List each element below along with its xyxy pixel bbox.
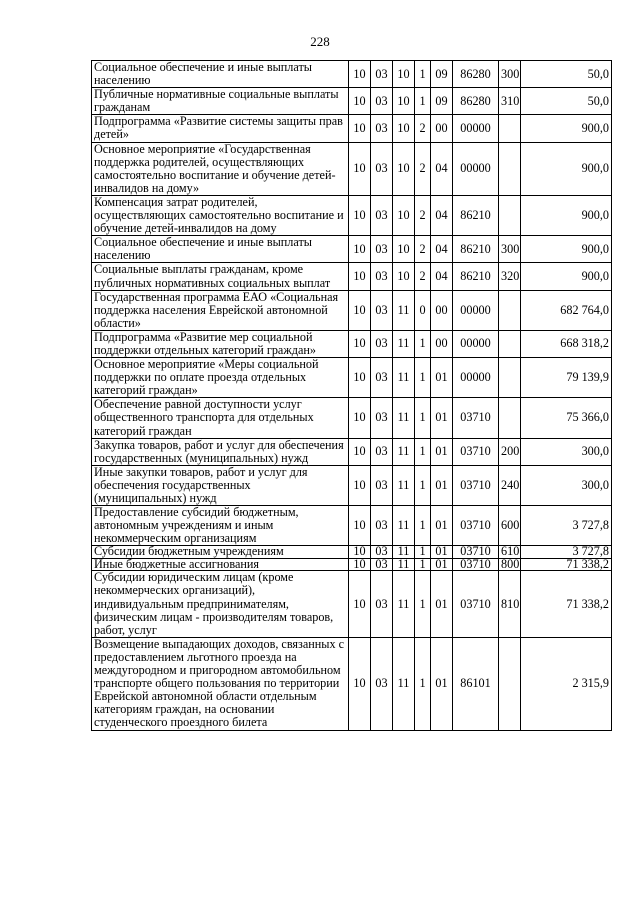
table-row <box>92 61 612 88</box>
row-section: 10 <box>349 637 371 730</box>
row-amount: 3 727,8 <box>521 546 612 559</box>
row-section: 10 <box>349 546 371 559</box>
row-direction: 03710 <box>453 571 499 637</box>
row-amount: 900,0 <box>521 236 612 263</box>
row-expense-type <box>499 358 521 398</box>
row-amount: 75 366,0 <box>521 398 612 438</box>
row-program: 10 <box>393 88 415 115</box>
row-amount: 668 318,2 <box>521 330 612 357</box>
row-event: 01 <box>431 438 453 465</box>
row-subsection: 03 <box>371 290 393 330</box>
row-expense-type: 300 <box>499 236 521 263</box>
row-expense-type <box>499 195 521 235</box>
row-program: 11 <box>393 330 415 357</box>
row-program: 10 <box>393 142 415 195</box>
row-event: 01 <box>431 358 453 398</box>
row-amount: 300,0 <box>521 438 612 465</box>
row-program: 11 <box>393 438 415 465</box>
row-subsection: 03 <box>371 637 393 730</box>
table-row <box>92 115 612 142</box>
row-amount: 900,0 <box>521 195 612 235</box>
row-program: 11 <box>393 398 415 438</box>
row-subprogram: 1 <box>415 358 431 398</box>
row-event: 00 <box>431 115 453 142</box>
row-subprogram: 1 <box>415 571 431 637</box>
row-direction: 86210 <box>453 263 499 290</box>
row-section: 10 <box>349 506 371 546</box>
row-amount: 71 338,2 <box>521 558 612 571</box>
row-name: Основное мероприятие «Государственная поддержка родителей, осуществляющих самостоятельно воспитание и обучение детей-инвалидов на дому» <box>92 142 349 195</box>
row-name: Обеспечение равной доступности услуг общественного транспорта для отдельных категорий граждан <box>92 398 349 438</box>
row-event: 00 <box>431 290 453 330</box>
table-row <box>92 142 612 195</box>
row-direction: 03710 <box>453 465 499 505</box>
row-subprogram: 2 <box>415 263 431 290</box>
row-event: 04 <box>431 263 453 290</box>
row-subsection: 03 <box>371 506 393 546</box>
row-expense-type: 600 <box>499 506 521 546</box>
row-subprogram: 1 <box>415 506 431 546</box>
row-subsection: 03 <box>371 61 393 88</box>
row-direction: 86210 <box>453 195 499 235</box>
row-program: 10 <box>393 236 415 263</box>
table-row <box>92 438 612 465</box>
row-event: 01 <box>431 506 453 546</box>
row-name: Социальное обеспечение и иные выплаты населению <box>92 61 349 88</box>
row-amount: 50,0 <box>521 88 612 115</box>
row-subprogram: 2 <box>415 195 431 235</box>
table-row <box>92 290 612 330</box>
row-direction: 03710 <box>453 546 499 559</box>
row-subsection: 03 <box>371 330 393 357</box>
row-direction: 86101 <box>453 637 499 730</box>
row-direction: 86280 <box>453 61 499 88</box>
row-subprogram: 1 <box>415 558 431 571</box>
row-section: 10 <box>349 330 371 357</box>
budget-table <box>91 60 612 731</box>
row-name: Возмещение выпадающих доходов, связанных с предоставлением льготного проезда на междугородном и пригородном автомобильном транспорте общего пользования по территории Еврейской автономной области отдельным категориям граждан, на основании студенческого проездного билета <box>92 637 349 730</box>
row-direction: 03710 <box>453 438 499 465</box>
row-expense-type: 320 <box>499 263 521 290</box>
row-subsection: 03 <box>371 398 393 438</box>
table-row <box>92 263 612 290</box>
row-subsection: 03 <box>371 115 393 142</box>
row-section: 10 <box>349 465 371 505</box>
row-amount: 71 338,2 <box>521 571 612 637</box>
row-subsection: 03 <box>371 88 393 115</box>
row-event: 01 <box>431 571 453 637</box>
row-event: 01 <box>431 398 453 438</box>
row-section: 10 <box>349 438 371 465</box>
row-expense-type: 310 <box>499 88 521 115</box>
row-subsection: 03 <box>371 142 393 195</box>
row-subsection: 03 <box>371 358 393 398</box>
row-subprogram: 2 <box>415 142 431 195</box>
row-subsection: 03 <box>371 465 393 505</box>
row-expense-type: 610 <box>499 546 521 559</box>
row-direction: 00000 <box>453 115 499 142</box>
row-subprogram: 1 <box>415 330 431 357</box>
row-section: 10 <box>349 142 371 195</box>
row-expense-type <box>499 330 521 357</box>
row-section: 10 <box>349 558 371 571</box>
row-name: Субсидии бюджетным учреждениям <box>92 546 349 559</box>
row-subprogram: 1 <box>415 546 431 559</box>
row-amount: 50,0 <box>521 61 612 88</box>
row-subprogram: 1 <box>415 61 431 88</box>
row-name: Подпрограмма «Развитие системы защиты прав детей» <box>92 115 349 142</box>
row-amount: 682 764,0 <box>521 290 612 330</box>
row-direction: 86210 <box>453 236 499 263</box>
row-direction: 03710 <box>453 558 499 571</box>
row-subsection: 03 <box>371 571 393 637</box>
row-subsection: 03 <box>371 546 393 559</box>
row-program: 11 <box>393 571 415 637</box>
row-subsection: 03 <box>371 438 393 465</box>
row-name: Подпрограмма «Развитие мер социальной поддержки отдельных категорий граждан» <box>92 330 349 357</box>
row-program: 11 <box>393 637 415 730</box>
row-name: Иные закупки товаров, работ и услуг для обеспечения государственных (муниципальных) нужд <box>92 465 349 505</box>
row-program: 11 <box>393 290 415 330</box>
row-amount: 3 727,8 <box>521 506 612 546</box>
row-subsection: 03 <box>371 195 393 235</box>
row-event: 01 <box>431 465 453 505</box>
row-event: 01 <box>431 546 453 559</box>
row-name: Закупка товаров, работ и услуг для обеспечения государственных (муниципальных) нужд <box>92 438 349 465</box>
row-subprogram: 2 <box>415 115 431 142</box>
row-name: Социальное обеспечение и иные выплаты населению <box>92 236 349 263</box>
row-subsection: 03 <box>371 263 393 290</box>
row-program: 10 <box>393 263 415 290</box>
row-program: 10 <box>393 115 415 142</box>
row-expense-type <box>499 142 521 195</box>
row-subprogram: 1 <box>415 637 431 730</box>
page-number: 228 <box>310 34 330 49</box>
row-subprogram: 1 <box>415 465 431 505</box>
row-program: 11 <box>393 465 415 505</box>
row-name: Предоставление субсидий бюджетным, автономным учреждениям и иным некоммерческим организациям <box>92 506 349 546</box>
row-name: Субсидии юридическим лицам (кроме некоммерческих организаций), индивидуальным предпринимателям, физическим лицам - производителям товаров, работ, услуг <box>92 571 349 637</box>
table-row <box>92 236 612 263</box>
row-direction: 03710 <box>453 398 499 438</box>
row-subprogram: 0 <box>415 290 431 330</box>
row-event: 01 <box>431 558 453 571</box>
row-direction: 00000 <box>453 142 499 195</box>
row-section: 10 <box>349 358 371 398</box>
row-subprogram: 2 <box>415 236 431 263</box>
row-subprogram: 1 <box>415 438 431 465</box>
row-section: 10 <box>349 61 371 88</box>
row-name: Социальные выплаты гражданам, кроме публичных нормативных социальных выплат <box>92 263 349 290</box>
row-subprogram: 1 <box>415 398 431 438</box>
row-name: Основное мероприятие «Меры социальной поддержки по оплате проезда отдельных категорий граждан» <box>92 358 349 398</box>
row-program: 11 <box>393 358 415 398</box>
table-row <box>92 330 612 357</box>
row-event: 04 <box>431 236 453 263</box>
row-expense-type <box>499 115 521 142</box>
row-amount: 2 315,9 <box>521 637 612 730</box>
table-row <box>92 88 612 115</box>
row-expense-type <box>499 637 521 730</box>
row-expense-type: 800 <box>499 558 521 571</box>
row-expense-type: 200 <box>499 438 521 465</box>
row-subsection: 03 <box>371 236 393 263</box>
row-section: 10 <box>349 88 371 115</box>
row-section: 10 <box>349 398 371 438</box>
row-event: 01 <box>431 637 453 730</box>
row-direction: 03710 <box>453 506 499 546</box>
row-expense-type: 300 <box>499 61 521 88</box>
row-section: 10 <box>349 195 371 235</box>
row-amount: 900,0 <box>521 115 612 142</box>
row-direction: 00000 <box>453 330 499 357</box>
row-amount: 900,0 <box>521 263 612 290</box>
table-row <box>92 637 612 730</box>
row-expense-type <box>499 290 521 330</box>
row-event: 04 <box>431 142 453 195</box>
row-event: 09 <box>431 88 453 115</box>
row-program: 10 <box>393 195 415 235</box>
row-section: 10 <box>349 571 371 637</box>
row-program: 11 <box>393 506 415 546</box>
row-event: 04 <box>431 195 453 235</box>
row-program: 10 <box>393 61 415 88</box>
table-row <box>92 558 612 571</box>
row-amount: 900,0 <box>521 142 612 195</box>
row-name: Публичные нормативные социальные выплаты гражданам <box>92 88 349 115</box>
table-row <box>92 195 612 235</box>
row-expense-type: 810 <box>499 571 521 637</box>
row-program: 11 <box>393 546 415 559</box>
table-row <box>92 358 612 398</box>
row-direction: 00000 <box>453 290 499 330</box>
row-amount: 300,0 <box>521 465 612 505</box>
row-direction: 00000 <box>453 358 499 398</box>
table-row <box>92 506 612 546</box>
row-expense-type <box>499 398 521 438</box>
table-row <box>92 465 612 505</box>
table-row <box>92 571 612 637</box>
row-section: 10 <box>349 115 371 142</box>
row-direction: 86280 <box>453 88 499 115</box>
row-event: 00 <box>431 330 453 357</box>
row-section: 10 <box>349 290 371 330</box>
row-section: 10 <box>349 263 371 290</box>
row-section: 10 <box>349 236 371 263</box>
row-amount: 79 139,9 <box>521 358 612 398</box>
row-name: Иные бюджетные ассигнования <box>92 558 349 571</box>
row-name: Компенсация затрат родителей, осуществляющих самостоятельно воспитание и обучение детей-инвалидов на дому <box>92 195 349 235</box>
table-row <box>92 398 612 438</box>
row-program: 11 <box>393 558 415 571</box>
row-subprogram: 1 <box>415 88 431 115</box>
row-subsection: 03 <box>371 558 393 571</box>
row-event: 09 <box>431 61 453 88</box>
row-expense-type: 240 <box>499 465 521 505</box>
row-name: Государственная программа ЕАО «Социальная поддержка населения Еврейской автономной области» <box>92 290 349 330</box>
